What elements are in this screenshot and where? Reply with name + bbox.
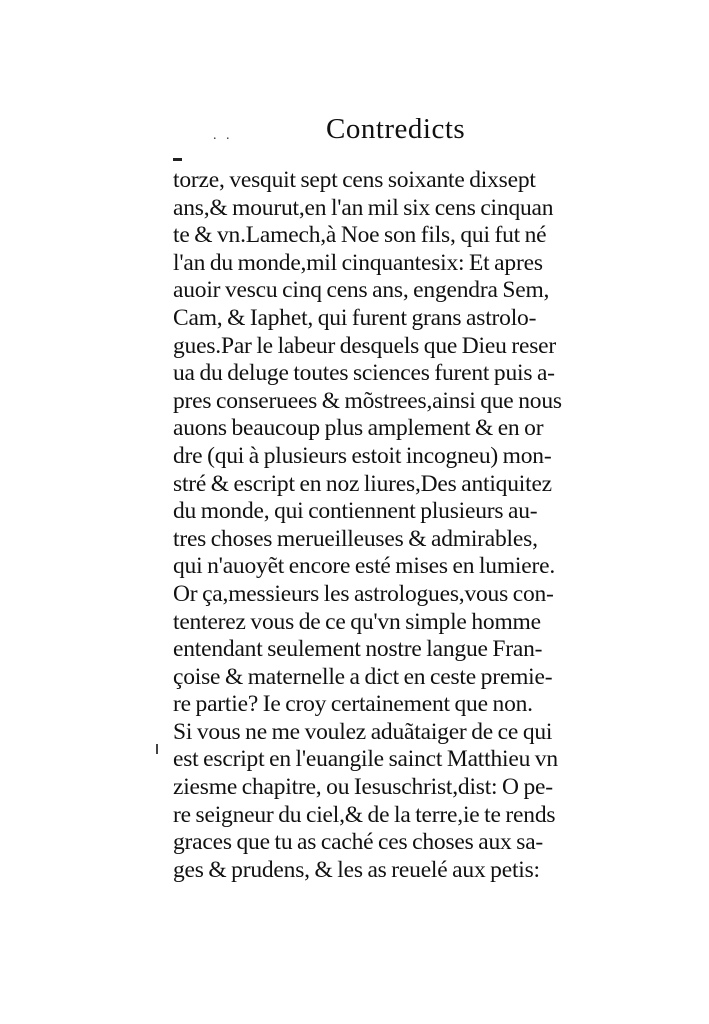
text-line: graces que tu as caché ces choses aux sa- [173,829,544,856]
text-line: ans,& mourut,en l'an mil six cens cinquan [173,194,554,221]
text-line: Cam, & Iaphet, qui furent grans astrolo- [173,304,537,331]
margin-dash [173,158,182,161]
text-line: auoir vescu cinq cens ans, engendra Sem, [173,277,550,304]
text-line: Or ça,messieurs les astrologues,vous con- [173,580,554,607]
header-mark: . . [213,128,233,143]
text-line: pres conseruees & mõstrees,ainsi que nous [173,387,562,414]
text-line: est escript en l'euangile sainct Matthieu vn [173,746,558,773]
text-line: Si vous ne me voulez aduãtaiger de ce qui [173,718,553,745]
text-line: dre (qui à plusieurs estoit incogneu) mon- [173,442,552,469]
running-head: Contredicts [326,113,466,145]
text-line: qui n'auoyẽt encore esté mises en lumiere. [173,553,556,580]
text-line: ua du deluge toutes sciences furent puis a- [173,360,555,387]
text-line: stré & escript en noz liures,Des antiquitez [173,470,552,497]
text-line: torze, vesquit sept cens soixante dixsept [173,167,536,193]
text-line: re partie? Ie croy certainement que non. [173,691,533,718]
text-line: l'an du monde,mil cinquantesix: Et apres [173,249,543,276]
text-line: entendant seulement nostre langue Fran- [173,636,543,663]
text-line: çoise & maternelle a dict en ceste premie- [173,663,553,690]
text-line: du monde, qui contiennent plusieurs au- [173,498,538,525]
margin-mark [156,744,158,754]
text-line: auons beaucoup plus amplement & en or [173,415,544,442]
text-line: tenterez vous de ce qu'vn simple homme [173,608,541,635]
text-line: te & vn.Lamech,à Noe son fils, qui fut né [173,222,547,249]
text-line: ges & prudens, & les as reuelé aux petis: [173,856,540,883]
text-line: re seigneur du ciel,& de la terre,ie te rends [173,801,556,828]
text-block [173,167,621,884]
text-line: ziesme chapitre, ou Iesuschrist,dist: O pe- [173,774,553,801]
text-line: gues.Par le labeur desquels que Dieu reser [173,332,557,359]
text-line: tres choses merueilleuses & admirables, [173,525,538,552]
